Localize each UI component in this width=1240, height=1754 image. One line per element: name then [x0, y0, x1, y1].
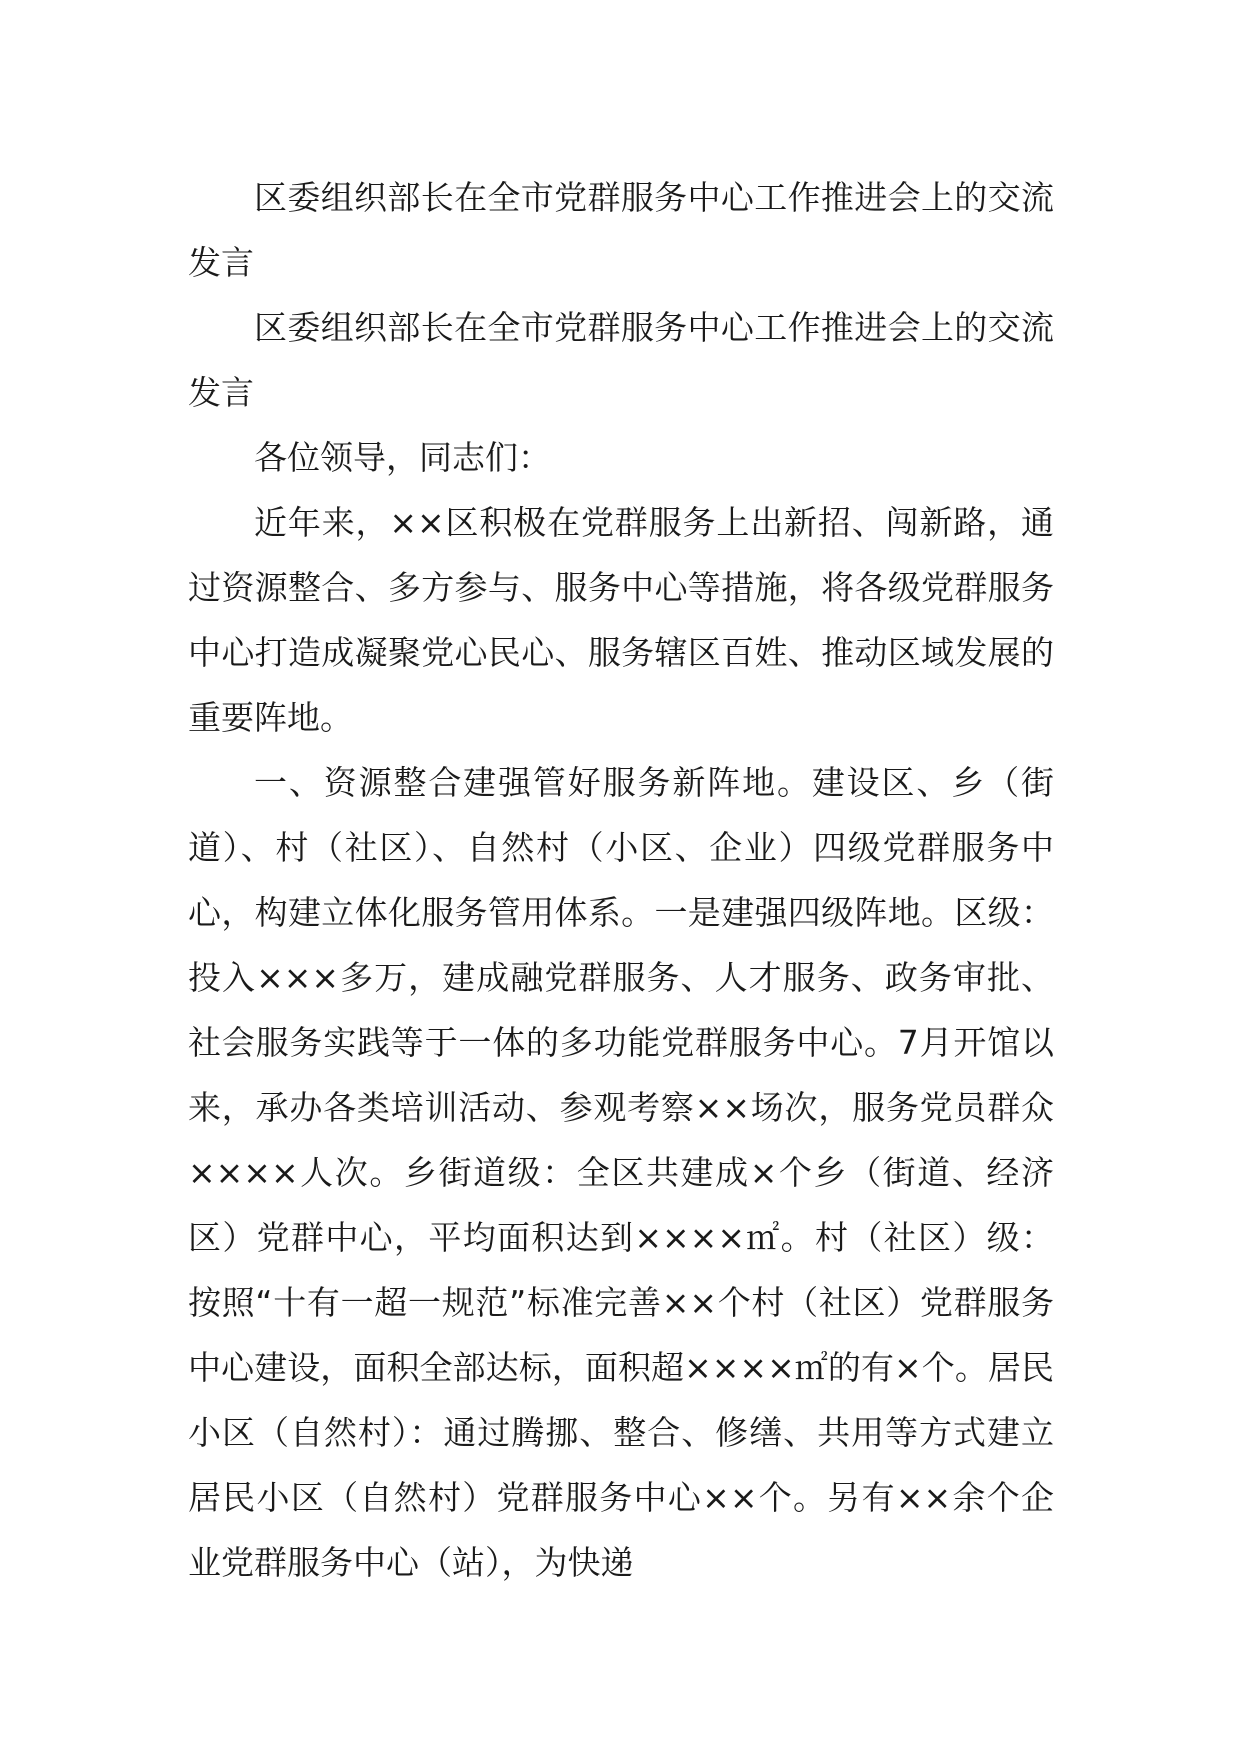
title-line-repeat: 区委组织部长在全市党群服务中心工作推进会上的交流发言 [188, 308, 1054, 412]
intro-paragraph: 近年来，××区积极在党群服务上出新招、闯新路，通过资源整合、多方参与、服务中心等措施，将各级党群服务中心打造成凝聚党心民心、服务辖区百姓、推动区域发展的重要阵地。 [188, 503, 1054, 737]
document-body [188, 165, 1054, 1595]
salutation: 各位领导，同志们： [254, 438, 551, 477]
section-one-paragraph: 一、资源整合建强管好服务新阵地。建设区、乡（街道）、村（社区）、自然村（小区、企业）四级党群服务中心，构建立体化服务管用体系。一是建强四级阵地。区级：投入×××多万，建成融党群服务、人才服务、政务审批、社会服务实践等于一体的多功能党群服务中心。7月开馆以来，承办各类培训活动、参观考察××场次，服务党员群众××××人次。乡街道级：全区共建成×个乡（街道、经济区）党群中心，平均面积达到××××㎡。村（社区）级：按照“十有一超一规范”标准完善××个村（社区）党群服务中心建设，面积全部达标，面积超××××㎡的有×个。居民小区（自然村）：通过腾挪、整合、修缮、共用等方式建立居民小区（自然村）党群服务中心××个。另有××余个企业党群服务中心（站），为快递 [188, 763, 1054, 1582]
title-line: 区委组织部长在全市党群服务中心工作推进会上的交流发言 [188, 178, 1054, 282]
